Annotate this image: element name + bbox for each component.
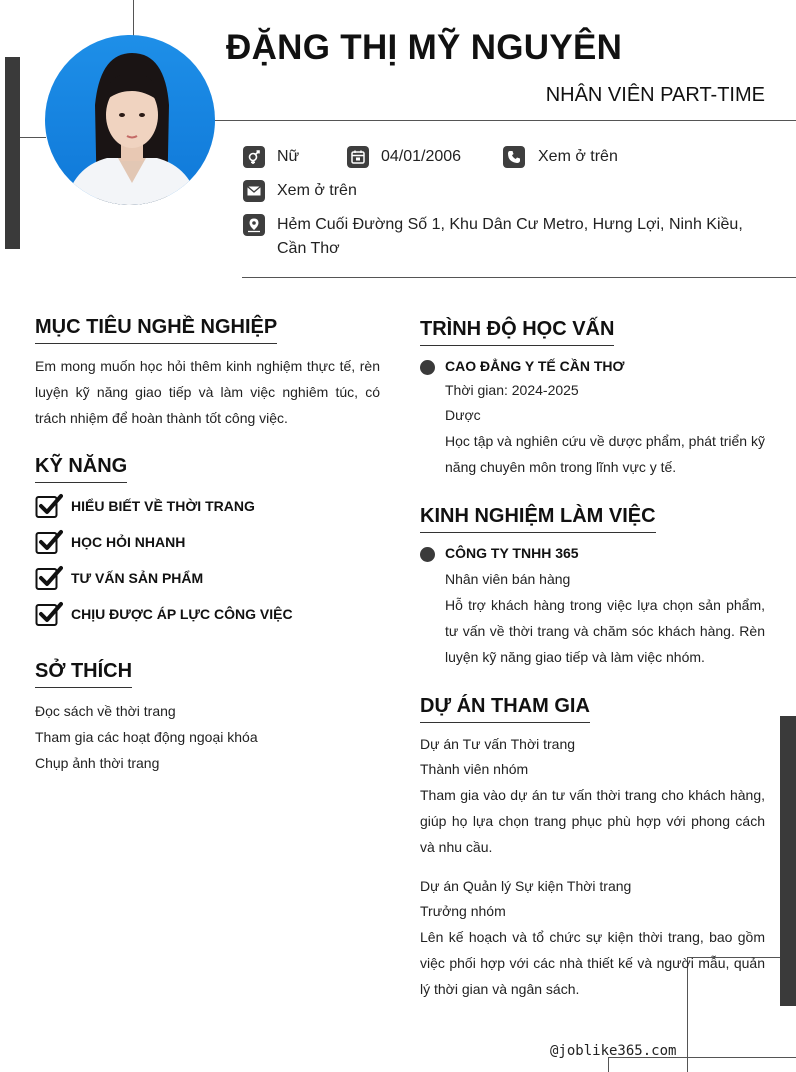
objective-text: Em mong muốn học hỏi thêm kinh nghiệm thực tế, rèn luyện kỹ năng giao tiếp và làm việc nghiêm túc, có trách nhiệm để hoàn thành tốt công việc.: [35, 358, 380, 426]
hobby-item: Chụp ảnh thời trang: [35, 755, 160, 771]
decor-line-left-horizontal: [20, 137, 46, 138]
contact-divider: [242, 277, 796, 278]
project-role: Thành viên nhóm: [420, 761, 529, 777]
gender-value: Nữ: [277, 148, 300, 165]
skill-label: HỌC HỎI NHANH: [71, 534, 186, 550]
project-description: Tham gia vào dự án tư vấn thời trang cho khách hàng, giúp họ lựa chọn trang phục phù hợp với phong cách và nhu cầu.: [420, 787, 765, 855]
header-divider: [215, 120, 796, 121]
email-icon: [243, 180, 265, 202]
phone-icon: [503, 146, 525, 168]
experience-title: KINH NGHIỆM LÀM VIỆC: [420, 505, 656, 533]
candidate-name: ĐẶNG THỊ MỸ NGUYÊN: [226, 28, 623, 67]
phone-value: Xem ở trên: [538, 148, 618, 165]
checkbox-checked-icon: [35, 601, 63, 627]
calendar-icon: [347, 146, 369, 168]
avatar: [45, 35, 215, 205]
decor-line-top-vertical: [133, 0, 134, 36]
checkbox-checked-icon: [35, 493, 63, 519]
education-description: Học tập và nghiên cứu về dược phẩm, phát triển kỹ năng chuyên môn trong lĩnh vực y tế.: [445, 433, 765, 475]
education-title: TRÌNH ĐỘ HỌC VẤN: [420, 318, 614, 346]
candidate-position: NHÂN VIÊN PART-TIME: [545, 84, 765, 106]
hobbies-title: SỞ THÍCH: [35, 660, 132, 688]
education-time: Thời gian: 2024-2025: [445, 382, 579, 398]
project-name: Dự án Quản lý Sự kiện Thời trang: [420, 878, 632, 894]
skill-label: TƯ VẤN SẢN PHẨM: [71, 570, 204, 586]
experience-role: Nhân viên bán hàng: [445, 571, 571, 587]
gender-icon: [243, 146, 265, 168]
location-icon: [243, 214, 265, 236]
skill-item: [35, 529, 185, 555]
email-value: Xem ở trên: [277, 182, 357, 199]
project-role: Trưởng nhóm: [420, 903, 506, 919]
skill-item: [35, 601, 293, 627]
skill-item: [35, 493, 255, 519]
skills-title: KỸ NĂNG: [35, 455, 127, 483]
project-name: Dự án Tư vấn Thời trang: [420, 736, 576, 752]
decor-bar-right: [780, 716, 796, 1006]
hobby-item: Đọc sách về thời trang: [35, 703, 176, 719]
address-value: Hẻm Cuối Đường Số 1, Khu Dân Cư Metro, Hưng Lợi, Ninh Kiều, Cần Thơ: [277, 216, 743, 257]
skill-label: CHỊU ĐƯỢC ÁP LỰC CÔNG VIỆC: [71, 606, 293, 622]
checkbox-checked-icon: [35, 565, 63, 591]
education-major: Dược: [445, 407, 481, 423]
birthday-value: 04/01/2006: [381, 148, 462, 165]
experience-company: CÔNG TY TNHH 365: [445, 545, 579, 561]
experience-bullet: [420, 547, 435, 562]
objective-title: MỤC TIÊU NGHỀ NGHIỆP: [35, 316, 277, 344]
project-description: Lên kế hoạch và tổ chức sự kiện thời trang, bao gồm việc phối hợp với các nhà thiết kế và người mẫu, quản lý thời gian và ngân sách.: [420, 929, 765, 997]
experience-description: Hỗ trợ khách hàng trong việc lựa chọn sản phẩm, tư vấn về thời trang và chăm sóc khách hàng. Rèn luyện kỹ năng giao tiếp và làm việc nhóm.: [445, 597, 765, 665]
skill-label: HIỂU BIẾT VỀ THỜI TRANG: [71, 498, 255, 514]
projects-title: DỰ ÁN THAM GIA: [420, 695, 590, 723]
checkbox-checked-icon: [35, 529, 63, 555]
education-school: CAO ĐẲNG Y TẾ CẦN THƠ: [445, 358, 625, 374]
skill-item: [35, 565, 203, 591]
decor-box-left2: [608, 1057, 609, 1072]
footer-watermark: @joblike365.com: [550, 1043, 677, 1059]
decor-bar-left: [5, 57, 20, 249]
education-bullet: [420, 360, 435, 375]
hobby-item: Tham gia các hoạt động ngoại khóa: [35, 729, 258, 745]
